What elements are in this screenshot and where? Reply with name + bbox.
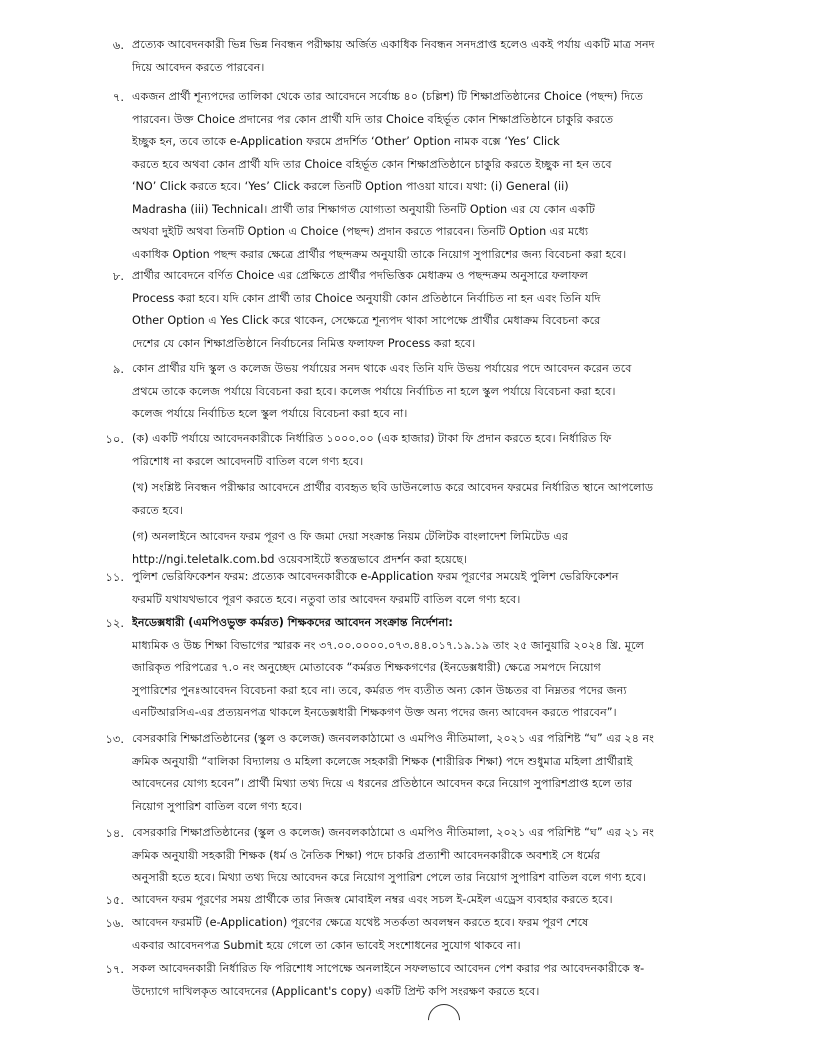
text-line: আবেদন ফরম পূরণের সময় প্রার্থীকে তার নিজস্ব মোবাইল নম্বর এবং সচল ই-মেইল এড্রেস ব্যবহার করতে হবে। [132, 893, 613, 906]
item-number: ৬. [112, 38, 124, 52]
text-line: একাধিক Option পছন্দ করার ক্ষেত্রে প্রার্থীর পছন্দক্রম অনুযায়ী তাকে নিয়োগ সুপারিশের জন্য বিবেচনা করা হবে। [132, 247, 627, 261]
text-line: ক্রমিক অনুযায়ী সহকারী শিক্ষক (ধর্ম ও নৈতিক শিক্ষা) পদে চাকরি প্রত্যাশী আবেদনকারীকে অবশ্যই সে ধর্মের [132, 848, 601, 862]
item-number: ১৫. [105, 893, 124, 907]
item-number: ১৩. [105, 732, 124, 746]
item-text [132, 612, 750, 725]
text-line: (ক) একটি পর্যায়ে আবেদনকারীকে নির্ধারিত ১০০০.০০ (এক হাজার) টাকা ফি প্রদান করতে হবে। নির্ধারিত ফি [132, 432, 612, 445]
item-text [132, 889, 750, 912]
text-line: ফরমটি যথাযথভাবে পূরণ করতে হবে। নতুবা তার আবেদন ফরমটি বাতিল বলে গণ্য হবে। [132, 592, 521, 606]
section-heading: ইনডেক্সধারী (এমপিওভুক্ত কর্মরত) শিক্ষকদের আবেদন সংক্রান্ত নির্দেশনা: [132, 616, 453, 629]
text-line: একবার আবেদনপত্র Submit হয়ে গেলে তা কোন ভাবেই সংশোধনের সুযোগ থাকবে না। [132, 938, 521, 952]
text-line: (খ) সংশ্লিষ্ট নিবন্ধন পরীক্ষার আবেদনে প্রার্থীর ব্যবহৃত ছবি ডাউনলোড করে আবেদন ফরমের নির্ধারিত স্থানে আপলোড [132, 481, 654, 494]
text-line: একজন প্রার্থী শূন্যপদের তালিকা থেকে তার আবেদনে সর্বোচ্চ ৪০ (চল্লিশ) টি শিক্ষাপ্রতিষ্ঠানের Choice (পছন্দ) দিতে [132, 90, 644, 103]
text-line: কলেজ পর্যায়ে নির্বাচিত হলে স্কুল পর্যায়ে বিবেচনা করা হবে না। [132, 407, 408, 420]
item-text [132, 265, 750, 355]
item-text [132, 958, 750, 1003]
text-line: ‘NO’ Click করতে হবে। ‘Yes’ Click করলে তিনটি Option পাওয়া যাবে। যথা: (i) General (ii) [132, 180, 569, 193]
item-number: ১৪. [105, 826, 124, 840]
text-line: উদ্যোগে দাখিলকৃত আবেদনের (Applicant's copy) একটি প্রিন্ট কপি সংরক্ষণ করতে হবে। [132, 984, 540, 998]
text-line: আবেদনের যোগ্য হবেন”। প্রার্থী মিথ্যা তথ্য দিয়ে এ ধরনের প্রতিষ্ঠানে আবেদন করে নিয়োগ সুপারিশপ্রাপ্ত হলে তার [132, 777, 633, 790]
text-line: ক্রমিক অনুযায়ী “বালিকা বিদ্যালয় ও মহিলা কলেজে সহকারী শিক্ষক (শারীরিক শিক্ষা) পদে শুধুমাত্র মহিলা প্রার্থীরাই [132, 754, 633, 768]
item-text [132, 358, 750, 426]
text-line: কোন প্রার্থীর যদি স্কুল ও কলেজ উভয় পর্যায়ের সনদ থাকে এবং তিনি যদি উভয় পর্যায়ের পদে আবেদন করেন তবে [132, 362, 632, 375]
item-number: ১৭. [105, 962, 124, 976]
text-line: ইচ্ছুক হন, তবে তাকে e-Application ফরমে প্রদর্শিত ‘Other’ Option নামক বক্সে ‘Yes’ Click [132, 135, 560, 148]
item-number: ১০. [105, 432, 124, 446]
text-line: সকল আবেদনকারী নির্ধারিত ফি পরিশোধ সাপেক্ষে অনলাইনে সফলভাবে আবেদন পেশ করার পর আবেদনকারীকে স্ব- [132, 962, 645, 975]
item-number: ৮. [112, 269, 124, 283]
text-line: প্রথমে তাকে কলেজ পর্যায়ে বিবেচনা করা হবে। কলেজ পর্যায়ে নির্বাচিত না হলে স্কুল পর্যায়ে বিবেচনা করা হবে। [132, 384, 616, 398]
text-line: আবেদন ফরমটি (e-Application) পূরণের ক্ষেত্রে যথেষ্ট সতর্কতা অবলম্বন করতে হবে। ফরম পূরণ শেষে [132, 916, 589, 929]
text-line: দেশের যে কোন শিক্ষাপ্রতিষ্ঠানে নির্বাচনের নিমিত্ত ফলাফল Process করা হবে। [132, 336, 476, 350]
text-line: Madrasha (iii) Technical। প্রার্থী তার শিক্ষাগত যোগ্যতা অনুযায়ী তিনটি Option এর যে কোন একটি [132, 202, 595, 216]
item-number: ১৬. [105, 916, 124, 930]
text-line: http://ngi.teletalk.com.bd ওয়েবসাইটে স্বতন্ত্রভাবে প্রদর্শন করা হয়েছে। [132, 552, 468, 566]
text-line: করতে হবে অথবা কোন প্রার্থী যদি তার Choice বহির্ভূত কোন শিক্ষাপ্রতিষ্ঠানে চাকুরি করতে ইচ্ছুক না হন তবে [132, 157, 612, 171]
item-text [132, 912, 750, 957]
text-line: বেসরকারি শিক্ষাপ্রতিষ্ঠানের (স্কুল ও কলেজ) জনবলকাঠামো ও এমপিও নীতিমালা, ২০২১ এর পরিশিষ্ট “ঘ” এর ২১ নং [132, 826, 654, 839]
item-text [132, 728, 750, 818]
text-line: পুলিশ ভেরিফিকেশন ফরম: প্রত্যেক আবেদনকারীকে e-Application ফরম পূরণের সময়েই পুলিশ ভেরিফিকেশন [132, 570, 619, 583]
text-line: নিয়োগ সুপারিশ বাতিল বলে গণ্য হবে। [132, 799, 302, 813]
text-line: পরিশোধ না করলে আবেদনটি বাতিল বলে গণ্য হবে। [132, 454, 364, 468]
item-number: ৯. [112, 362, 124, 376]
text-line: এনটিআরসিএ-এর প্রত্যয়নপত্র থাকলে ইনডেক্সধারী শিক্ষকগণ উক্ত অন্য পদের জন্য আবেদন করতে পারবেন”। [132, 706, 617, 719]
text-line: পারবেন। উক্ত Choice প্রদানের পর কোন প্রার্থী যদি তার Choice বহির্ভূত কোন শিক্ষাপ্রতিষ্ঠানে চাকুরি করতে [132, 112, 614, 126]
text-line: করতে হবে। [132, 503, 184, 517]
item-number: ৭. [112, 90, 124, 104]
item-text [132, 822, 750, 890]
text-line: প্রার্থীর আবেদনে বর্ণিত Choice এর প্রেক্ষিতে প্রার্থীর পদভিত্তিক মেধাক্রম ও পছন্দক্রম অনুসারে ফলাফল [132, 269, 589, 282]
item-text [132, 86, 750, 266]
text-line: দিয়ে আবেদন করতে পারবেন। [132, 60, 265, 74]
text-line: Process করা হবে। যদি কোন প্রার্থী তার Choice অনুযায়ী কোন প্রতিষ্ঠানে নির্বাচিত না হন এবং তিনি যদি [132, 291, 601, 305]
text-line: মাধ্যমিক ও উচ্চ শিক্ষা বিভাগের স্মারক নং ৩৭.০০.০০০০.০৭৩.৪৪.০১৭.১৯.১৯ তাং ২৫ জানুয়ারি ২০২৪ খ্রি. মূলে [132, 638, 644, 652]
text-line: Other Option এ Yes Click করে থাকেন, সেক্ষেত্রে শূন্যপদ থাকা সাপেক্ষে প্রার্থীর মেধাক্রম বিবেচনা করে [132, 314, 601, 327]
item-text [132, 34, 750, 79]
item-text [132, 566, 750, 611]
text-line: জারিকৃত পরিপত্রের ৭.০ নং অনুচ্ছেদ মোতাবেক “কর্মরত শিক্ষকগণের (ইনডেক্সধারী) ক্ষেত্রে সমপদে নিয়োগ [132, 661, 601, 674]
text-line: (গ) অনলাইনে আবেদন ফরম পূরণ ও ফি জমা দেয়া সংক্রান্ত নিয়ম টেলিটক বাংলাদেশ লিমিটেড এর [132, 530, 569, 543]
text-line: প্রত্যেক আবেদনকারী ভিন্ন ভিন্ন নিবন্ধন পরীক্ষায় অর্জিত একাধিক নিবন্ধন সনদপ্রাপ্ত হলেও একই পর্যায় একটি মাত্র সনদ [132, 38, 655, 51]
text-line: বেসরকারি শিক্ষাপ্রতিষ্ঠানের (স্কুল ও কলেজ) জনবলকাঠামো ও এমপিও নীতিমালা, ২০২১ এর পরিশিষ্ট “ঘ” এর ২৪ নং [132, 732, 654, 745]
text-line: অনুসারী হতে হবে। মিথ্যা তথ্য দিয়ে আবেদন করে নিয়োগ সুপারিশ পেলে তার নিয়োগ সুপারিশ বাতিল বলে গণ্য হবে। [132, 871, 646, 884]
item-number: ১১. [105, 570, 124, 584]
item-number: ১২. [105, 616, 124, 630]
text-line: অথবা দুইটি অথবা তিনটি Option এ Choice (পছন্দ) প্রদান করতে পারবেন। তিনটি Option এর মধ্যে [132, 225, 589, 238]
item-text [132, 428, 750, 571]
signature-mark [421, 997, 466, 1042]
text-line: সুপারিশের পুনঃআবেদন বিবেচনা করা হবে না। তবে, কর্মরত পদ ব্যতীত অন্য কোন উচ্চতর বা নিম্নতর পদের জন্য [132, 683, 627, 697]
